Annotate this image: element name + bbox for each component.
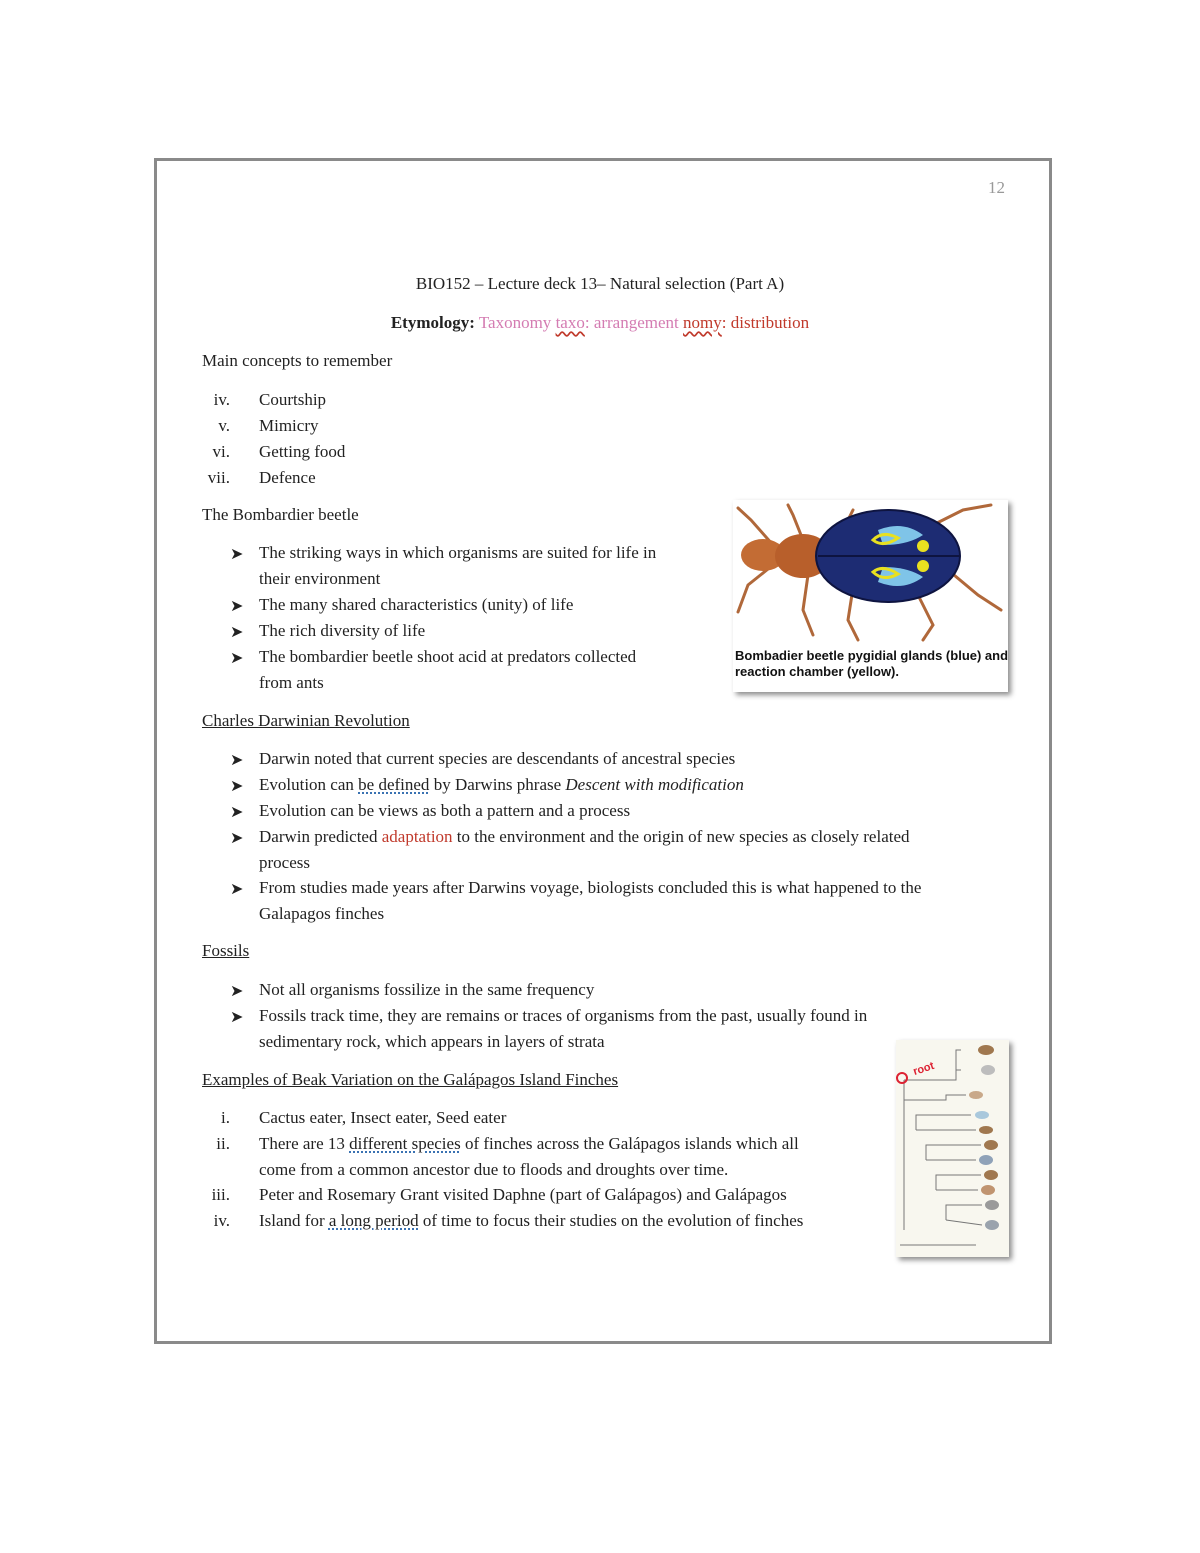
list-item: Courtship [259,390,327,409]
darwin-bullet-5: From studies made years after Darwins voyage, biologists concluded this is what happened to the [259,878,922,897]
finches-item-ii-flagged: different species [349,1134,461,1153]
page-number: 12 [988,178,1005,197]
bombardier-bullet-1-cont: their environment [259,569,381,588]
fossils-bullet-2-cont: sedimentary rock, which appears in layers of strata [259,1032,605,1051]
etymology-line [0,313,1200,333]
list-number: i. [221,1108,230,1127]
page-title: BIO152 – Lecture deck 13– Natural selection (Part A) [415,274,785,293]
darwin-bullet-2-italic: Descent with modification [565,775,744,794]
list-item: Getting food [259,442,346,461]
darwin-bullet-4-pre: Darwin predicted [259,827,382,846]
arrow-bullet-icon: ➤ [230,778,244,795]
bombardier-bullet-2: The many shared characteristics (unity) of life [259,595,574,614]
header-rule [0,141,1200,142]
tree-root-label: root [911,1059,936,1079]
etymology-arrangement: : arrangement [584,313,684,332]
finches-item-iii: Peter and Rosemary Grant visited Daphne (part of Galápagos) and Galápagos [259,1185,787,1204]
finches-item-iv [259,1208,803,1234]
finches-item-iv-flagged: a long period [328,1211,419,1230]
bombardier-bullet-4: The bombardier beetle shoot acid at predators collected [259,647,637,666]
beetle-illustration [733,500,1008,650]
darwin-bullet-4-red: adaptation [381,827,453,846]
finches-item-ii-post: of finches across the Galápagos islands which all [460,1134,799,1153]
arrow-bullet-icon: ➤ [230,598,244,615]
darwin-bullet-2-mid: by Darwins phrase [429,775,566,794]
arrow-bullet-icon: ➤ [230,546,244,563]
arrow-bullet-icon: ➤ [230,1009,244,1026]
finches-item-ii-pre: There are 13 [259,1134,350,1153]
fossils-bullet-1: Not all organisms fossilize in the same frequency [259,980,595,999]
bombardier-bullet-1: The striking ways in which organisms are suited for life in [259,543,657,562]
list-item: Mimicry [259,416,319,435]
etymology-label: Etymology: [390,313,475,332]
arrow-bullet-icon: ➤ [230,752,244,769]
fossils-heading: Fossils [202,941,250,960]
etymology-nomy: nomy [683,313,722,332]
darwin-bullet-2 [259,772,744,798]
list-number: iv. [213,1211,230,1230]
list-number: iii. [211,1185,230,1204]
fossils-bullet-2: Fossils track time, they are remains or traces of organisms from the past, usually found in [259,1006,868,1025]
darwin-bullet-4-post: to the environment and the origin of new species as closely related [452,827,910,846]
darwin-heading: Charles Darwinian Revolution [202,711,410,730]
arrow-bullet-icon: ➤ [230,624,244,641]
finches-item-ii [259,1131,799,1157]
bombardier-heading: The Bombardier beetle [202,505,359,524]
finches-item-i: Cactus eater, Insect eater, Seed eater [259,1108,507,1127]
arrow-bullet-icon: ➤ [230,983,244,1000]
beetle-caption: Bombadier beetle pygidial glands (blue) and reaction chamber (yellow). [735,648,1009,679]
darwin-bullet-5-cont: Galapagos finches [259,904,385,923]
bombardier-bullet-4-cont: from ants [259,673,324,692]
darwin-bullet-4 [259,824,910,850]
darwin-bullet-3: Evolution can be views as both a pattern and a process [259,801,631,820]
finches-item-iv-post: of time to focus their studies on the evolution of finches [418,1211,804,1230]
finches-item-ii-cont: come from a common ancestor due to floods and droughts over time. [259,1160,729,1179]
list-number: vi. [212,442,230,461]
main-concepts-heading: Main concepts to remember [202,351,393,370]
list-item: Defence [259,468,316,487]
list-number: v. [218,416,230,435]
finches-heading: Examples of Beak Variation on the Galápagos Island Finches [202,1070,619,1089]
arrow-bullet-icon: ➤ [230,804,244,821]
etymology-distribution: : distribution [721,313,810,332]
darwin-bullet-2-pre: Evolution can [259,775,359,794]
list-number: ii. [216,1134,230,1153]
list-number: iv. [213,390,230,409]
bombardier-bullet-3: The rich diversity of life [259,621,426,640]
etymology-taxo: taxo [555,313,585,332]
darwin-bullet-1: Darwin noted that current species are descendants of ancestral species [259,749,736,768]
arrow-bullet-icon: ➤ [230,650,244,667]
arrow-bullet-icon: ➤ [230,830,244,847]
etymology-taxonomy: Taxonomy [474,313,556,332]
darwin-bullet-4-cont: process [259,853,310,872]
arrow-bullet-icon: ➤ [230,881,244,898]
list-number: vii. [207,468,230,487]
finches-item-iv-pre: Island for [259,1211,329,1230]
darwin-bullet-2-flagged: be defined [358,775,430,794]
